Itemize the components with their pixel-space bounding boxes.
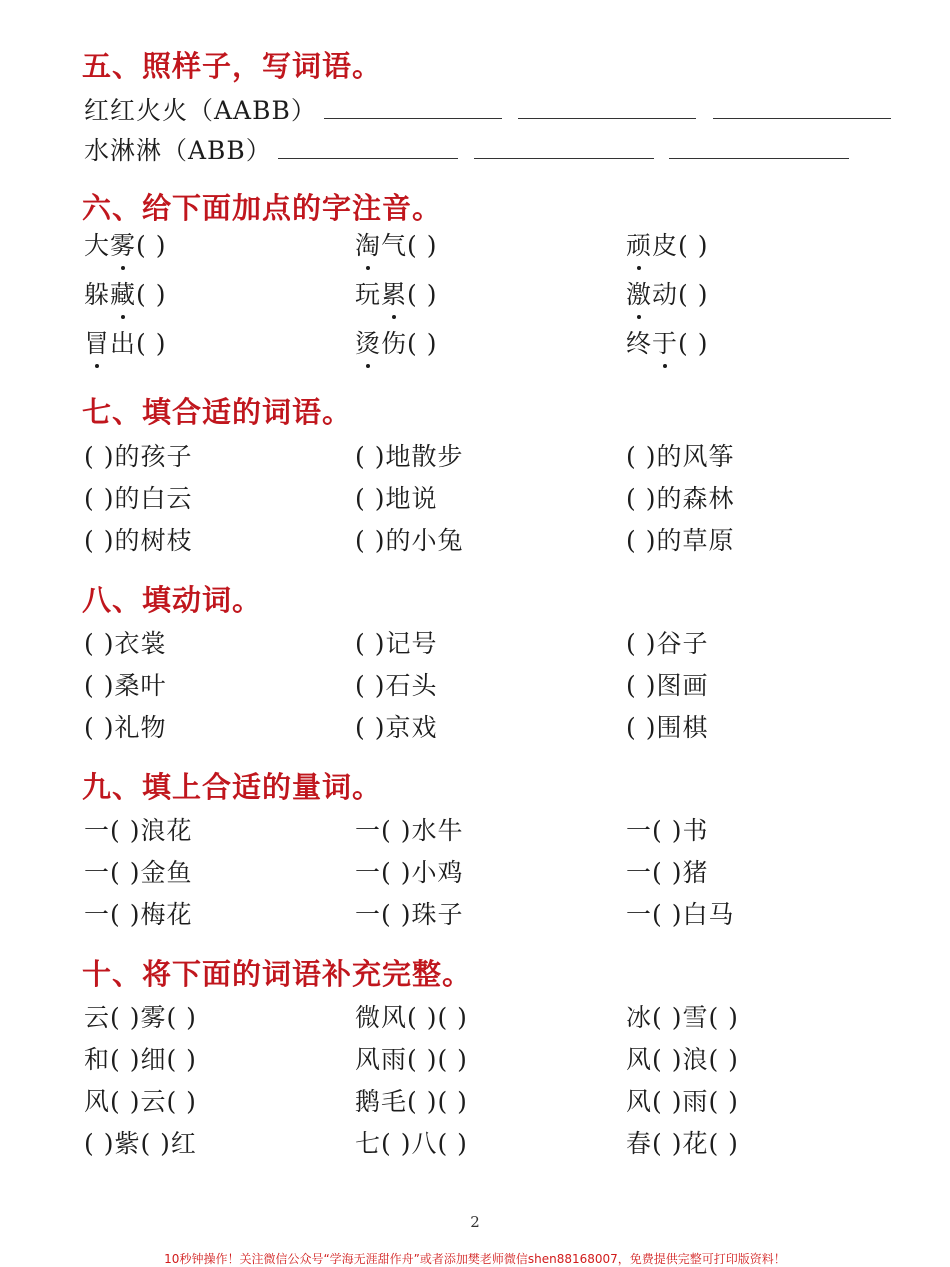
- s5-row-1-example: 红红火火（AABB）: [84, 96, 317, 125]
- s7-item-4[interactable]: ( )的白云: [84, 484, 193, 513]
- s8-item-7[interactable]: ( )礼物: [84, 713, 167, 742]
- s6-item-5-blank[interactable]: ( ): [407, 280, 438, 309]
- s6-item-4: [84, 275, 167, 311]
- section-5-title: 五、照样子，写词语。: [82, 49, 383, 83]
- s5-row-2-blank-3[interactable]: [669, 158, 849, 159]
- s6-item-7-blank[interactable]: ( ): [136, 329, 167, 358]
- s8-item-2[interactable]: ( )记号: [355, 629, 438, 658]
- s6-item-2-blank[interactable]: ( ): [407, 231, 438, 260]
- s7-item-9[interactable]: ( )的草原: [626, 526, 735, 555]
- s6-item-5-dotted-char: 累: [381, 275, 407, 311]
- s6-item-2-char: 气: [381, 231, 408, 260]
- s6-item-8: [355, 324, 438, 360]
- s8-item-6[interactable]: ( )图画: [626, 671, 709, 700]
- s5-row-1-blank-1[interactable]: [324, 118, 502, 119]
- s6-item-1-char: 大: [84, 231, 111, 260]
- s6-item-4-blank[interactable]: ( ): [136, 280, 167, 309]
- s9-item-4[interactable]: 一( )金鱼: [84, 858, 193, 887]
- s10-item-6[interactable]: 风( )浪( ): [626, 1045, 739, 1074]
- s10-item-3[interactable]: 冰( )雪( ): [626, 1003, 739, 1032]
- s10-item-10[interactable]: ( )紫( )红: [84, 1129, 197, 1158]
- s6-item-3-dotted-char: 顽: [626, 226, 652, 262]
- s6-item-9: [626, 324, 709, 360]
- s10-item-4[interactable]: 和( )细( ): [84, 1045, 197, 1074]
- s10-item-11[interactable]: 七( )八( ): [355, 1129, 468, 1158]
- s10-item-9[interactable]: 风( )雨( ): [626, 1087, 739, 1116]
- section-7-title: 七、填合适的词语。: [82, 395, 353, 429]
- s10-item-1[interactable]: 云( )雾( ): [84, 1003, 197, 1032]
- s10-item-8[interactable]: 鹅毛( )( ): [355, 1087, 468, 1116]
- s6-item-6: [626, 275, 709, 311]
- s7-item-5[interactable]: ( )地说: [355, 484, 438, 513]
- s6-item-5: [355, 275, 438, 311]
- s6-item-6-char: 动: [652, 280, 679, 309]
- s6-item-7: [84, 324, 167, 360]
- s7-item-1[interactable]: ( )的孩子: [84, 442, 193, 471]
- s6-item-7-char: 出: [110, 329, 137, 358]
- s5-row-2-blank-2[interactable]: [474, 158, 654, 159]
- section-6-title: 六、给下面加点的字注音。: [82, 191, 443, 225]
- s8-item-5[interactable]: ( )石头: [355, 671, 438, 700]
- section-10-title: 十、将下面的词语补充完整。: [82, 957, 473, 991]
- promo-footer: 10秒钟操作！关注微信公众号“学海无涯甜作舟”或者添加樊老师微信shen88168007，免费提供完整可打印版资料！: [164, 1252, 786, 1266]
- s6-item-3-char: 皮: [652, 231, 679, 260]
- s7-item-6[interactable]: ( )的森林: [626, 484, 735, 513]
- s8-item-9[interactable]: ( )围棋: [626, 713, 709, 742]
- s9-item-2[interactable]: 一( )水牛: [355, 816, 464, 845]
- s6-item-1: [84, 226, 167, 262]
- s6-item-3-blank[interactable]: ( ): [678, 231, 709, 260]
- s6-item-1-blank[interactable]: ( ): [136, 231, 167, 260]
- s8-item-3[interactable]: ( )谷子: [626, 629, 709, 658]
- s6-item-6-dotted-char: 激: [626, 275, 652, 311]
- section-9-title: 九、填上合适的量词。: [82, 770, 383, 804]
- s6-item-8-char: 伤: [381, 329, 408, 358]
- s9-item-7[interactable]: 一( )梅花: [84, 900, 193, 929]
- s7-item-3[interactable]: ( )的风筝: [626, 442, 735, 471]
- s7-item-8[interactable]: ( )的小兔: [355, 526, 464, 555]
- s6-item-5-char: 玩: [355, 280, 382, 309]
- s6-item-9-blank[interactable]: ( ): [678, 329, 709, 358]
- s6-item-4-dotted-char: 藏: [110, 275, 136, 311]
- s5-row-2-example: 水淋淋（ABB）: [84, 136, 272, 165]
- s6-item-4-char: 躲: [84, 280, 111, 309]
- s6-item-3: [626, 226, 709, 262]
- s6-item-6-blank[interactable]: ( ): [678, 280, 709, 309]
- s6-item-9-char: 终: [626, 329, 653, 358]
- s5-row-1-blank-3[interactable]: [713, 118, 891, 119]
- s8-item-1[interactable]: ( )衣裳: [84, 629, 167, 658]
- s9-item-3[interactable]: 一( )书: [626, 816, 709, 845]
- s5-row-2-blank-1[interactable]: [278, 158, 458, 159]
- s6-item-8-blank[interactable]: ( ): [407, 329, 438, 358]
- section-8-title: 八、填动词。: [82, 583, 263, 617]
- s10-item-2[interactable]: 微风( )( ): [355, 1003, 468, 1032]
- page-number: 2: [470, 1213, 480, 1231]
- s6-item-1-dotted-char: 雾: [110, 226, 136, 262]
- s9-item-8[interactable]: 一( )珠子: [355, 900, 464, 929]
- s9-item-1[interactable]: 一( )浪花: [84, 816, 193, 845]
- s6-item-8-dotted-char: 烫: [355, 324, 381, 360]
- s6-item-7-dotted-char: 冒: [84, 324, 110, 360]
- s10-item-7[interactable]: 风( )云( ): [84, 1087, 197, 1116]
- s6-item-2-dotted-char: 淘: [355, 226, 381, 262]
- s7-item-2[interactable]: ( )地散步: [355, 442, 464, 471]
- s9-item-6[interactable]: 一( )猪: [626, 858, 709, 887]
- s6-item-9-dotted-char: 于: [652, 324, 678, 360]
- s7-item-7[interactable]: ( )的树枝: [84, 526, 193, 555]
- s10-item-5[interactable]: 风雨( )( ): [355, 1045, 468, 1074]
- s6-item-2: [355, 226, 438, 262]
- s9-item-5[interactable]: 一( )小鸡: [355, 858, 464, 887]
- s10-item-12[interactable]: 春( )花( ): [626, 1129, 739, 1158]
- s8-item-8[interactable]: ( )京戏: [355, 713, 438, 742]
- s8-item-4[interactable]: ( )桑叶: [84, 671, 167, 700]
- s9-item-9[interactable]: 一( )白马: [626, 900, 735, 929]
- s5-row-1-blank-2[interactable]: [518, 118, 696, 119]
